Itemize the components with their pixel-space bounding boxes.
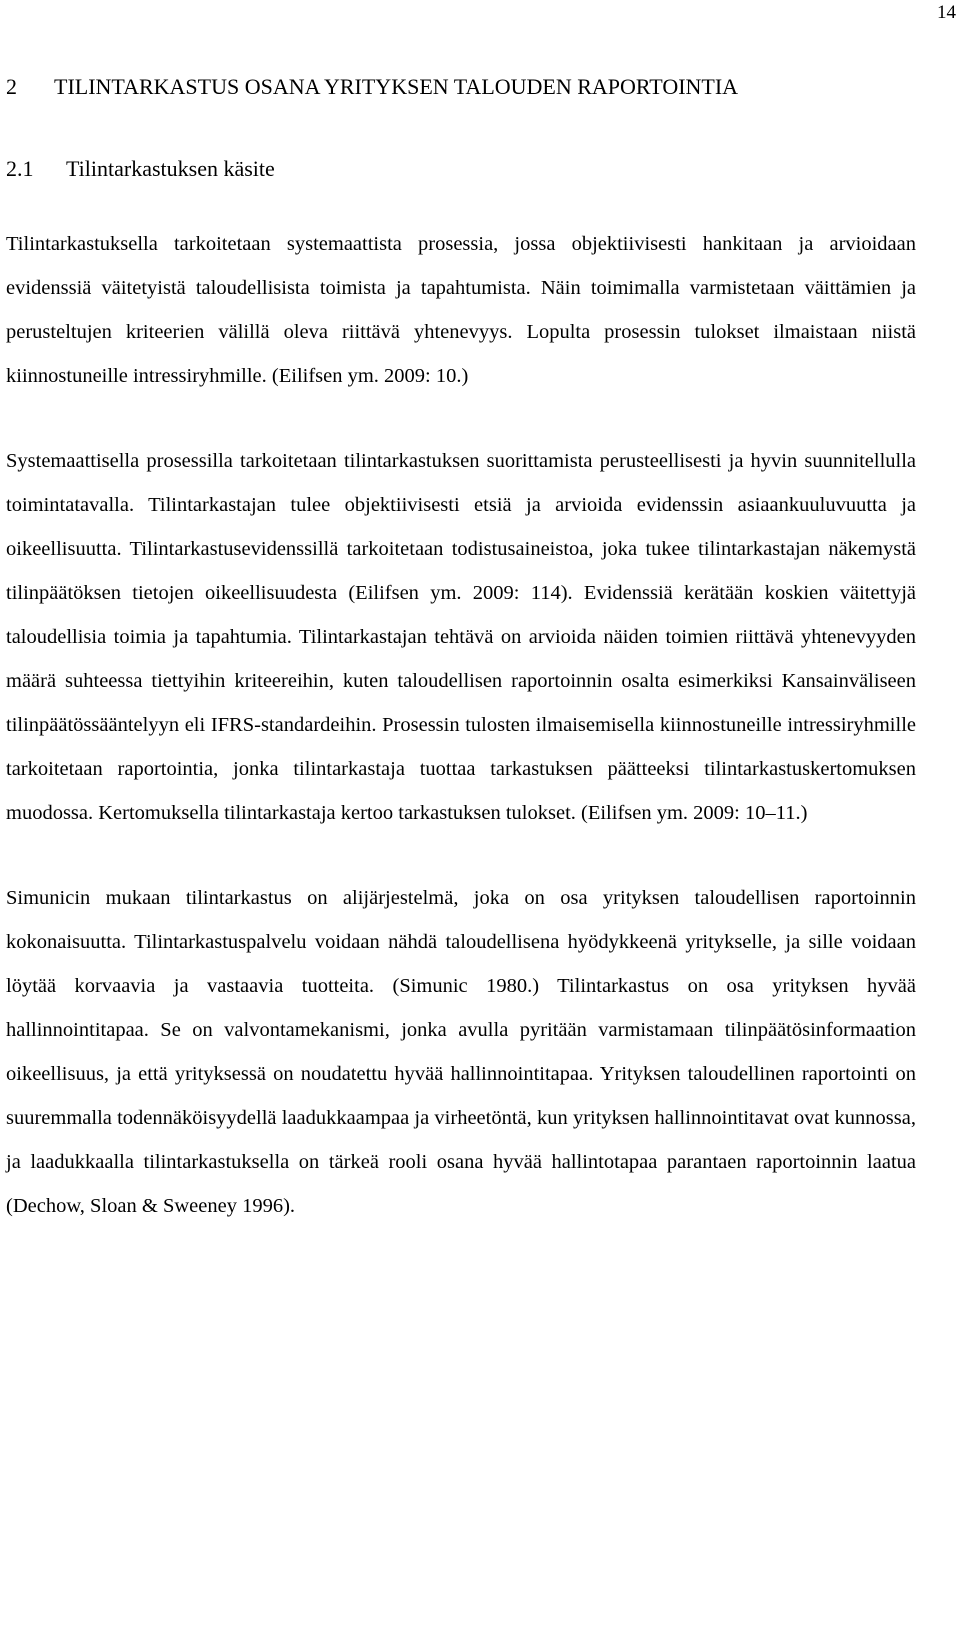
chapter-number: 2 [6,74,17,99]
chapter-title: TILINTARKASTUS OSANA YRITYKSEN TALOUDEN RAPORTOINTIA [54,74,739,99]
page-number: 14 [937,2,956,23]
document-body [6,0,916,1228]
paragraph-systematic-process: Systemaattisella prosessilla tarkoitetaan tilintarkastuksen suorittamista perusteellisesti ja hyvin suunnitellulla toimintatavalla. Tilintarkastajan tulee objektiivisesti etsiä ja arvioida evidenssin asiaankuuluvuutta ja oikeellisuutta. Tilintarkastusevidenssillä tarkoitetaan todistusaineistoa, joka tukee tilintarkastajan näkemystä tilinpäätöksen tietojen oikeellisuudesta (Eilifsen ym. 2009: 114). Evidenssiä kerätään koskien väitettyjä taloudellisia toimia ja tapahtumia. Tilintarkastajan tehtävä on arvioida näiden toimien riittävä yhtenevyyden määrä suhteessa tiettyihin kriteereihin, kuten taloudellisen raportoinnin osalta esimerkiksi Kansainväliseen tilinpäätössääntelyyn eli IFRS-standardeihin. Prosessin tulosten ilmaisemisella kiinnostuneille intressiryhmille tarkoitetaan raportointia, jonka tilintarkastaja tuottaa tarkastuksen päätteeksi tilintarkastuskertomuksen muodossa. Kertomuksella tilintarkastaja kertoo tarkastuksen tulokset. (Eilifsen ym. 2009: 10–11.) [6,450,916,824]
section-title: Tilintarkastuksen käsite [66,156,275,181]
chapter-heading [6,64,916,110]
paragraph-definition: Tilintarkastuksella tarkoitetaan systemaattista prosessia, jossa objektiivisesti hankitaan ja arvioidaan evidenssiä väitetyistä taloudellisista toimista ja tapahtumista. Näin toimimalla varmistetaan väittämien ja perusteltujen kriteerien välillä oleva riittävä yhtenevyys. Lopulta prosessin tulokset ilmaistaan niistä kiinnostuneille intressiryhmille. (Eilifsen ym. 2009: 10.) [6,233,916,387]
section-number: 2.1 [6,156,34,181]
section-heading [6,154,916,184]
paragraph-simunic: Simunicin mukaan tilintarkastus on alijärjestelmä, joka on osa yrityksen taloudellisen raportoinnin kokonaisuutta. Tilintarkastuspalvelu voidaan nähdä taloudellisena hyödykkeenä yritykselle, ja sille voidaan löytää korvaavia ja vastaavia tuotteita. (Simunic 1980.) Tilintarkastus on osa yrityksen hyvää hallinnointitapaa. Se on valvontamekanismi, jonka avulla pyritään varmistamaan tilinpäätösinformaation oikeellisuus, ja että yrityksessä on noudatettu hyvää hallinnointitapaa. Yrityksen taloudellinen raportointi on suuremmalla todennäköisyydellä laadukkaampaa ja virheetöntä, kun yrityksen hallinnointitavat ovat kunnossa, ja laadukkaalla tilintarkastuksella on tärkeä rooli osana hyvää hallintotapaa parantaen raportoinnin laatua (Dechow, Sloan & Sweeney 1996). [6,887,916,1217]
